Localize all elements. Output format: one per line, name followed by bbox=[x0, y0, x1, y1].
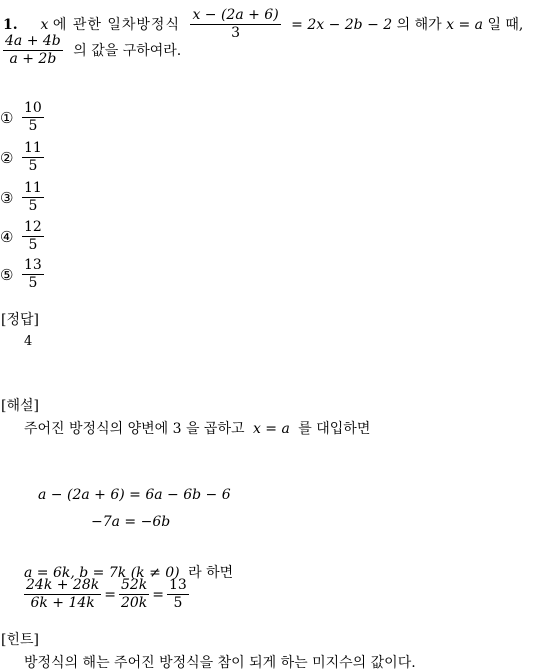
choice-numerator: 13 bbox=[22, 258, 44, 275]
explanation-result bbox=[24, 578, 189, 612]
result-fraction-2 bbox=[119, 578, 149, 612]
substitution-expression: a = 6k, b = 7k (k ≠ 0) bbox=[24, 565, 180, 581]
explanation-label: [해설] bbox=[1, 398, 39, 414]
explanation-condition: x = a bbox=[252, 421, 290, 437]
result-fraction-3 bbox=[167, 578, 189, 612]
question-number: 1. bbox=[3, 16, 18, 33]
result-fraction-3-numerator: 13 bbox=[167, 578, 189, 595]
result-fraction-2-denominator: 20k bbox=[120, 595, 148, 612]
choice-denominator: 5 bbox=[28, 118, 38, 135]
result-fraction-1-numerator: 24k + 28k bbox=[24, 578, 101, 595]
choice-marker: ② bbox=[0, 148, 14, 167]
variable-x: x bbox=[40, 16, 49, 33]
explanation-intro bbox=[24, 418, 370, 438]
choice-fraction bbox=[22, 101, 44, 135]
choice-denominator: 5 bbox=[28, 158, 38, 175]
choice-fraction bbox=[22, 181, 44, 215]
question-text-a: 에 관한 일차방정식 bbox=[52, 16, 180, 33]
choice-marker: ③ bbox=[0, 188, 14, 207]
explanation-equation-1: a − (2a + 6) = 6a − 6b − 6 bbox=[38, 487, 231, 503]
choice-4[interactable] bbox=[0, 220, 44, 254]
result-fraction-1 bbox=[24, 578, 101, 612]
question-text-b: 의 해가 bbox=[396, 16, 442, 33]
result-fraction-3-denominator: 5 bbox=[173, 595, 183, 612]
choice-numerator: 11 bbox=[22, 141, 44, 158]
choice-2[interactable] bbox=[0, 141, 44, 175]
choice-fraction bbox=[22, 258, 44, 292]
hint-text: 방정식의 해는 주어진 방정식을 참이 되게 하는 미지수의 값이다. bbox=[24, 655, 416, 671]
target-denominator: a + 2b bbox=[9, 51, 57, 68]
choice-fraction bbox=[22, 220, 44, 254]
choice-denominator: 5 bbox=[28, 198, 38, 215]
equation-fraction bbox=[190, 8, 280, 42]
answer-value: 4 bbox=[24, 334, 33, 349]
condition-x-eq-a: x = a bbox=[446, 16, 483, 33]
choice-marker: ④ bbox=[0, 227, 14, 246]
choice-denominator: 5 bbox=[28, 275, 38, 292]
explanation-intro-tail: 를 대입하면 bbox=[298, 421, 371, 437]
equation-numerator: x − (2a + 6) bbox=[190, 8, 280, 25]
explanation-intro-text: 주어진 방정식의 양변에 3 을 곱하고 bbox=[24, 421, 245, 437]
choice-marker: ⑤ bbox=[0, 265, 14, 284]
choice-marker: ① bbox=[0, 108, 14, 127]
choice-numerator: 11 bbox=[22, 181, 44, 198]
target-fraction bbox=[3, 34, 63, 68]
question-text-c: 일 때, bbox=[487, 16, 524, 33]
equation-rhs: = 2x − 2b − 2 bbox=[291, 16, 393, 33]
hint-label: [힌트] bbox=[1, 632, 39, 648]
question-line-2 bbox=[3, 34, 181, 68]
substitution-text: 라 하면 bbox=[188, 565, 234, 581]
choice-3[interactable] bbox=[0, 181, 44, 215]
explanation-equation-2: −7a = −6b bbox=[91, 514, 171, 530]
choice-fraction bbox=[22, 141, 44, 175]
target-numerator: 4a + 4b bbox=[3, 34, 63, 51]
choice-5[interactable] bbox=[0, 258, 44, 292]
equals-sign: = bbox=[104, 586, 116, 603]
choice-denominator: 5 bbox=[28, 237, 38, 254]
equation-denominator: 3 bbox=[231, 25, 241, 42]
result-fraction-2-numerator: 52k bbox=[119, 578, 149, 595]
choice-numerator: 12 bbox=[22, 220, 44, 237]
result-fraction-1-denominator: 6k + 14k bbox=[30, 595, 95, 612]
question-tail: 의 값을 구하여라. bbox=[73, 42, 182, 59]
choice-1[interactable] bbox=[0, 101, 44, 135]
equals-sign: = bbox=[152, 586, 165, 603]
answer-label: [정답] bbox=[1, 312, 39, 328]
choice-numerator: 10 bbox=[22, 101, 44, 118]
